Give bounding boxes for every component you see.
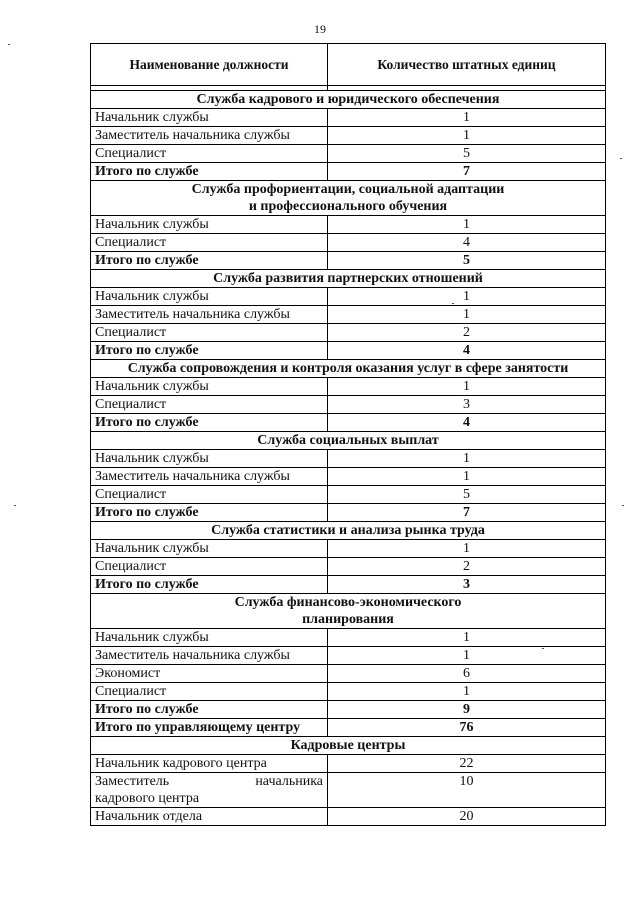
section-title-line: Кадровые центры xyxy=(290,738,406,753)
count-cell: 1 xyxy=(328,216,606,234)
table-row xyxy=(91,288,606,306)
count-cell: 10 xyxy=(328,773,606,808)
position-line-justified xyxy=(95,773,323,790)
total-row xyxy=(91,701,606,719)
table-row xyxy=(91,145,606,163)
section-title-row xyxy=(91,522,606,540)
table-row xyxy=(91,109,606,127)
section-title-line: Служба развития партнерских отношений xyxy=(213,271,483,286)
section-title-row xyxy=(91,360,606,378)
position-line: кадрового центра xyxy=(95,791,200,806)
position-cell: Итого по службе xyxy=(91,342,328,360)
table-row xyxy=(91,324,606,342)
section-title-row xyxy=(91,181,606,216)
position-cell: Итого по службе xyxy=(91,701,328,719)
table-row xyxy=(91,647,606,665)
section-title-line: планирования xyxy=(302,612,394,627)
count-cell: 1 xyxy=(328,288,606,306)
section-title xyxy=(91,737,606,755)
position-cell: Специалист xyxy=(91,486,328,504)
count-cell: 7 xyxy=(328,163,606,181)
staffing-table xyxy=(90,43,606,826)
scan-speck xyxy=(622,505,624,506)
position-cell xyxy=(91,773,328,808)
table-row xyxy=(91,755,606,773)
position-cell: Начальник службы xyxy=(91,288,328,306)
position-cell: Специалист xyxy=(91,683,328,701)
table-row xyxy=(91,378,606,396)
section-title-line: и профессионального обучения xyxy=(248,199,448,214)
count-cell: 5 xyxy=(328,486,606,504)
count-cell: 1 xyxy=(328,683,606,701)
table-row xyxy=(91,486,606,504)
count-cell: 1 xyxy=(328,647,606,665)
scan-speck xyxy=(452,303,454,304)
total-row xyxy=(91,342,606,360)
table-row xyxy=(91,450,606,468)
section-title xyxy=(91,270,606,288)
total-row xyxy=(91,163,606,181)
count-cell: 22 xyxy=(328,755,606,773)
position-cell: Заместитель начальника службы xyxy=(91,306,328,324)
table-row xyxy=(91,808,606,826)
section-title xyxy=(91,432,606,450)
total-row xyxy=(91,414,606,432)
position-cell: Итого по управляющему центру xyxy=(91,719,328,737)
table-row xyxy=(91,468,606,486)
position-cell: Начальник службы xyxy=(91,450,328,468)
count-cell: 76 xyxy=(328,719,606,737)
position-cell: Итого по службе xyxy=(91,252,328,270)
count-cell: 2 xyxy=(328,558,606,576)
position-cell: Итого по службе xyxy=(91,163,328,181)
table-row xyxy=(91,127,606,145)
position-cell: Начальник службы xyxy=(91,378,328,396)
section-title-row xyxy=(91,91,606,109)
count-cell: 9 xyxy=(328,701,606,719)
column-header-position: Наименование должности xyxy=(91,44,328,86)
position-cell: Специалист xyxy=(91,324,328,342)
count-cell: 3 xyxy=(328,576,606,594)
position-cell: Начальник службы xyxy=(91,629,328,647)
scan-speck xyxy=(14,505,16,506)
count-cell: 3 xyxy=(328,396,606,414)
table-row xyxy=(91,773,606,808)
section-title-line: Служба финансово-экономического xyxy=(234,595,462,610)
table-body xyxy=(91,86,606,826)
position-cell: Начальник отдела xyxy=(91,808,328,826)
count-cell: 1 xyxy=(328,468,606,486)
position-cell: Специалист xyxy=(91,234,328,252)
total-row xyxy=(91,719,606,737)
position-word: Заместитель xyxy=(95,774,170,789)
scan-speck xyxy=(620,158,622,159)
count-cell: 1 xyxy=(328,109,606,127)
position-cell: Итого по службе xyxy=(91,504,328,522)
count-cell: 5 xyxy=(328,252,606,270)
table-row xyxy=(91,306,606,324)
table-row xyxy=(91,540,606,558)
section-title-line: Служба статистики и анализа рынка труда xyxy=(211,523,485,538)
table-row xyxy=(91,234,606,252)
position-word: начальника xyxy=(255,774,323,789)
count-cell: 20 xyxy=(328,808,606,826)
count-cell: 1 xyxy=(328,540,606,558)
table-row xyxy=(91,665,606,683)
section-title-row xyxy=(91,432,606,450)
count-cell: 6 xyxy=(328,665,606,683)
count-cell: 1 xyxy=(328,450,606,468)
section-title xyxy=(91,181,606,216)
position-cell: Специалист xyxy=(91,145,328,163)
table-row xyxy=(91,216,606,234)
section-title-line: Служба сопровождения и контроля оказания услуг в сфере занятости xyxy=(127,361,569,376)
position-cell: Специалист xyxy=(91,396,328,414)
scan-speck xyxy=(8,44,10,45)
column-header-count: Количество штатных единиц xyxy=(328,44,606,86)
table-row xyxy=(91,683,606,701)
section-title xyxy=(91,91,606,109)
section-title xyxy=(91,522,606,540)
count-cell: 1 xyxy=(328,306,606,324)
count-cell: 4 xyxy=(328,234,606,252)
position-cell: Экономист xyxy=(91,665,328,683)
position-cell: Заместитель начальника службы xyxy=(91,647,328,665)
total-row xyxy=(91,504,606,522)
table-row xyxy=(91,396,606,414)
count-cell: 5 xyxy=(328,145,606,163)
count-cell: 1 xyxy=(328,629,606,647)
position-cell: Заместитель начальника службы xyxy=(91,468,328,486)
section-title-row xyxy=(91,270,606,288)
position-cell: Начальник службы xyxy=(91,216,328,234)
section-title-line: Служба профориентации, социальной адаптации xyxy=(191,182,505,197)
total-row xyxy=(91,252,606,270)
table-header-row xyxy=(91,44,606,86)
count-cell: 4 xyxy=(328,342,606,360)
count-cell: 1 xyxy=(328,378,606,396)
total-row xyxy=(91,576,606,594)
section-title-line: Служба кадрового и юридического обеспечения xyxy=(196,92,500,107)
count-cell: 4 xyxy=(328,414,606,432)
section-title-row xyxy=(91,737,606,755)
section-title xyxy=(91,594,606,629)
position-cell: Итого по службе xyxy=(91,576,328,594)
section-title-row xyxy=(91,594,606,629)
scan-speck xyxy=(542,648,544,649)
table-row xyxy=(91,558,606,576)
position-cell: Начальник службы xyxy=(91,109,328,127)
page-number: 19 xyxy=(314,22,326,36)
position-cell: Начальник службы xyxy=(91,540,328,558)
section-title xyxy=(91,360,606,378)
table-row xyxy=(91,629,606,647)
position-cell: Итого по службе xyxy=(91,414,328,432)
section-title-line: Служба социальных выплат xyxy=(257,433,439,448)
position-cell: Начальник кадрового центра xyxy=(91,755,328,773)
count-cell: 1 xyxy=(328,127,606,145)
count-cell: 2 xyxy=(328,324,606,342)
position-cell: Специалист xyxy=(91,558,328,576)
count-cell: 7 xyxy=(328,504,606,522)
position-cell: Заместитель начальника службы xyxy=(91,127,328,145)
